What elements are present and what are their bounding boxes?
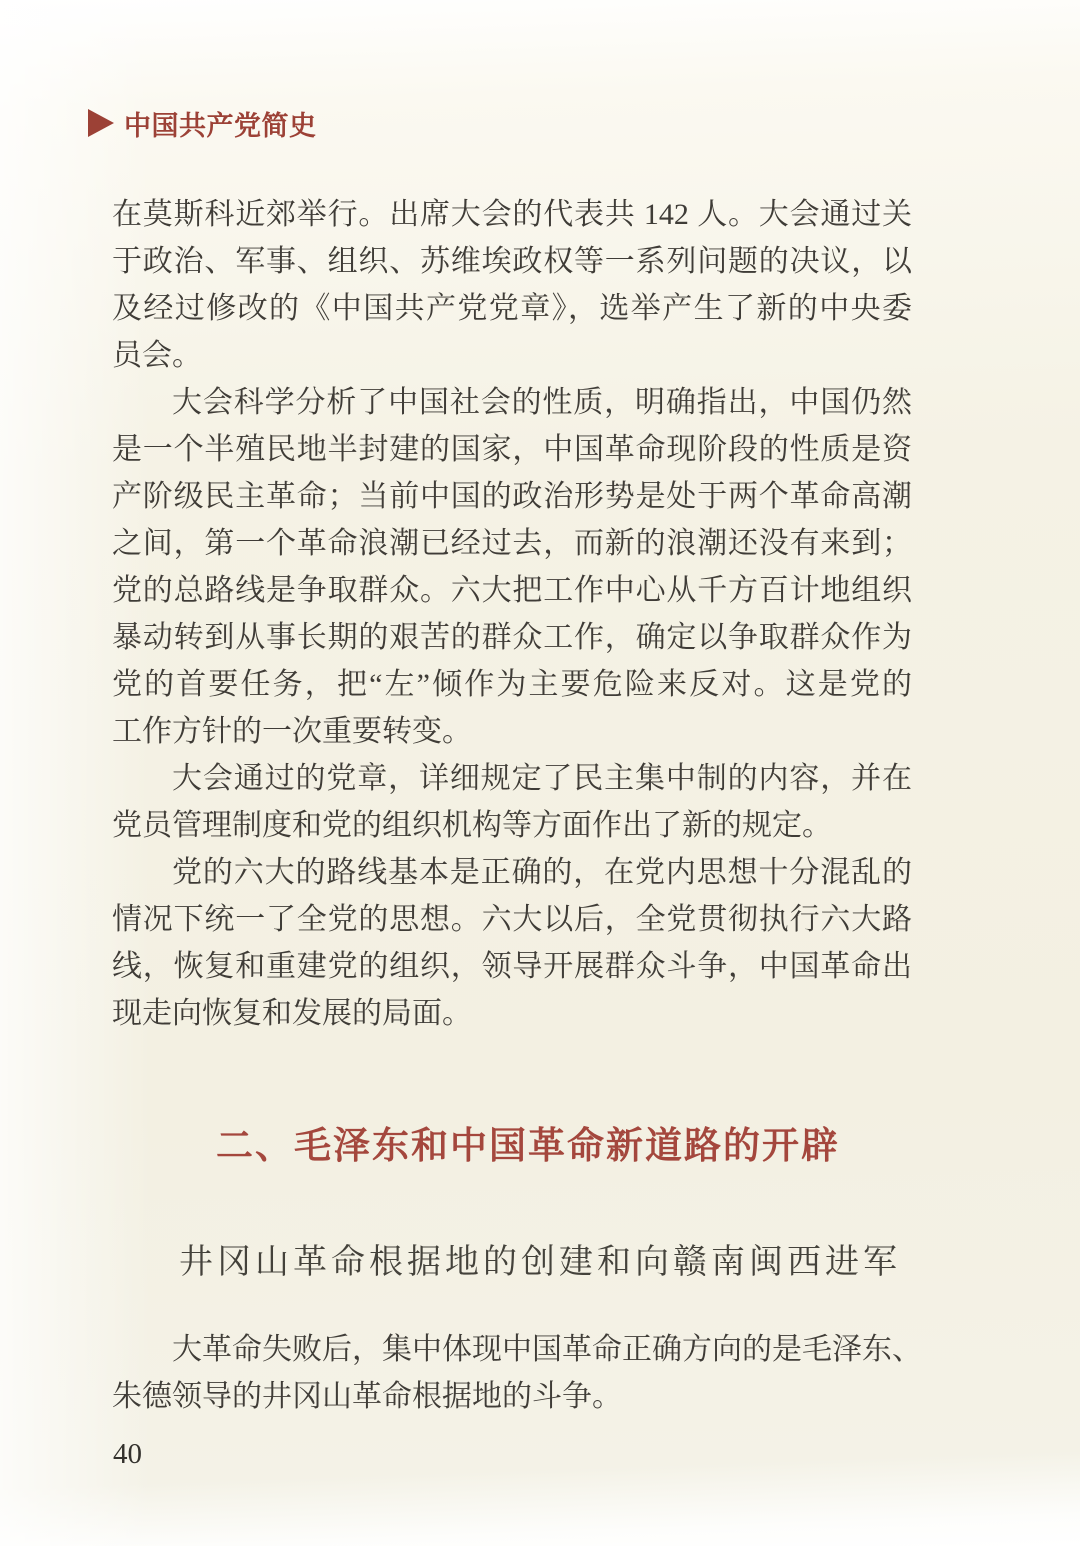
paragraph [112,755,912,849]
running-head [88,106,317,140]
text-line: 党的六大的路线基本是正确的，在党内思想十分混乱的 [172,856,912,889]
paragraph [112,849,912,1037]
body-text-block [112,191,912,1037]
page-number: 40 [113,1438,142,1470]
section-heading: 二、毛泽东和中国革命新道路的开辟 [216,1125,840,1166]
text-line: 党的首要任务，把“左”倾作为主要危险来反对。这是党的 [112,668,912,701]
text-line: 线，恢复和重建党的组织，领导开展群众斗争，中国革命出 [112,950,912,983]
text-line: 大革命失败后，集中体现中国革命正确方向的是毛泽东、 [172,1333,922,1366]
text-line: 大会科学分析了中国社会的性质，明确指出，中国仍然 [172,386,912,419]
text-line: 暴动转到从事长期的艰苦的群众工作，确定以争取群众作为 [112,621,912,654]
text-line: 朱德领导的井冈山革命根据地的斗争。 [112,1380,622,1413]
paragraph [112,379,912,755]
subsection-heading: 井冈山革命根据地的创建和向赣南闽西进军 [179,1244,901,1281]
triangle-right-icon [88,109,114,137]
text-line: 产阶级民主革命；当前中国的政治形势是处于两个革命高潮 [112,480,912,513]
paragraph [112,1326,922,1420]
text-line: 工作方针的一次重要转变。 [112,715,472,748]
text-line: 是一个半殖民地半封建的国家，中国革命现阶段的性质是资 [112,433,912,466]
text-line: 党的总路线是争取群众。六大把工作中心从千方百计地组织 [112,574,912,607]
text-line: 情况下统一了全党的思想。六大以后，全党贯彻执行六大路 [112,903,912,936]
paragraph [112,191,912,379]
text-line: 现走向恢复和发展的局面。 [112,997,472,1030]
text-line: 员会。 [112,339,202,372]
text-line: 及经过修改的《中国共产党党章》，选举产生了新的中央委 [112,292,912,325]
body-text-block [112,1326,922,1420]
book-title: 中国共产党简史 [124,110,317,141]
text-line: 大会通过的党章，详细规定了民主集中制的内容，并在 [172,762,912,795]
text-line: 在莫斯科近郊举行。出席大会的代表共 142 人。大会通过关 [112,198,912,231]
text-line: 党员管理制度和党的组织机构等方面作出了新的规定。 [112,809,832,842]
text-line: 于政治、军事、组织、苏维埃政权等一系列问题的决议，以 [112,245,912,278]
text-line: 之间，第一个革命浪潮已经过去，而新的浪潮还没有来到； [112,527,912,560]
